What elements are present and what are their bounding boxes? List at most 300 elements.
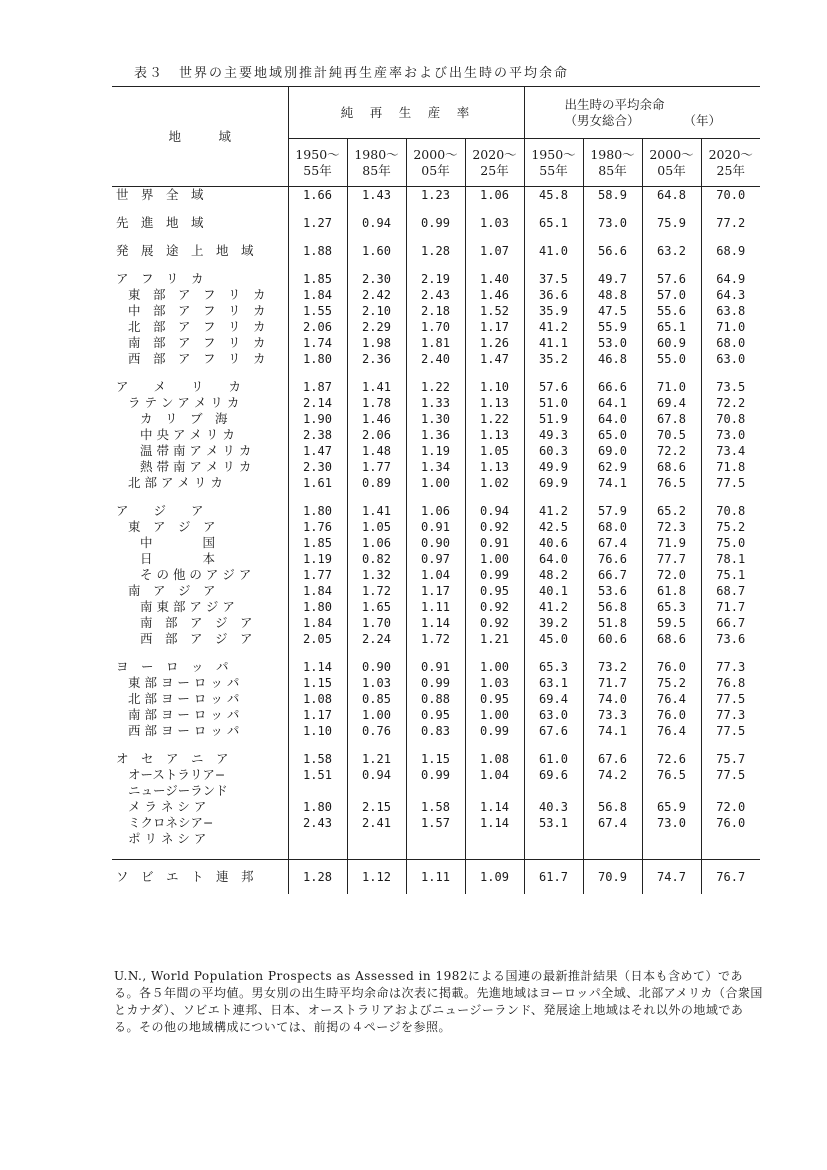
nrr-value: 1.11 [406, 599, 465, 615]
spacer-cell [465, 203, 524, 215]
spacer-cell [465, 739, 524, 751]
table-row [112, 599, 760, 615]
life-expectancy-value: 63.2 [642, 243, 701, 259]
life-expectancy-value: 69.4 [642, 395, 701, 411]
nrr-value: 1.40 [465, 271, 524, 287]
row-spacer [112, 739, 760, 751]
life-expectancy-value: 75.2 [701, 519, 760, 535]
nrr-value: 1.14 [465, 799, 524, 815]
nrr-value: 1.88 [288, 243, 347, 259]
table-row [112, 303, 760, 319]
nrr-value: 2.05 [288, 631, 347, 647]
spacer-cell [347, 259, 406, 271]
row-spacer [112, 847, 760, 860]
life-expectancy-value: 73.0 [701, 427, 760, 443]
life-expectancy-value: 73.6 [701, 631, 760, 647]
period-top: 1980〜 [354, 146, 399, 162]
spacer-cell [288, 203, 347, 215]
nrr-value: 1.07 [465, 243, 524, 259]
life-expectancy-value: 55.0 [642, 351, 701, 367]
life-expectancy-value: 53.0 [583, 335, 642, 351]
life-expectancy-value: 64.0 [524, 551, 583, 567]
spacer-cell [347, 367, 406, 379]
life-expectancy-value: 41.2 [524, 503, 583, 519]
spacer-cell [583, 847, 642, 860]
nrr-value: 2.18 [406, 303, 465, 319]
life-expectancy-value: 51.8 [583, 615, 642, 631]
spacer-cell [583, 203, 642, 215]
nrr-value: 1.80 [288, 503, 347, 519]
life-expectancy-value: 72.0 [642, 567, 701, 583]
spacer-cell [112, 491, 288, 503]
life-expectancy-value: 75.7 [701, 751, 760, 767]
nrr-value: 1.00 [406, 475, 465, 491]
life-expectancy-value: 67.8 [642, 411, 701, 427]
nrr-value: 2.43 [288, 815, 347, 831]
nrr-value [406, 831, 465, 847]
nrr-value: 1.65 [347, 599, 406, 615]
life-expectancy-value: 67.4 [583, 815, 642, 831]
life-expectancy-value: 67.6 [583, 751, 642, 767]
region-name: ソ ビ エ ト 連 邦 [112, 860, 288, 895]
spacer-cell [465, 259, 524, 271]
nrr-value: 0.90 [406, 535, 465, 551]
spacer-cell [701, 491, 760, 503]
life-expectancy-value: 60.6 [583, 631, 642, 647]
life-expectancy-value: 65.3 [524, 659, 583, 675]
life-expectancy-value: 69.9 [524, 475, 583, 491]
life-expectancy-value: 65.2 [642, 503, 701, 519]
region-name: 南 部 ア ジ ア [140, 615, 253, 630]
nrr-value: 1.21 [347, 751, 406, 767]
spacer-cell [347, 203, 406, 215]
spacer-cell [642, 647, 701, 659]
nrr-value: 1.15 [406, 751, 465, 767]
le-label-line1: 出生時の平均余命 [564, 96, 665, 112]
region-name: 温 帯 南 ア メ リ カ [140, 443, 252, 458]
region-name: 中 央 ア メ リ カ [140, 427, 235, 442]
region-name: そ の 他 の ア ジ ア [140, 567, 252, 582]
spacer-cell [406, 847, 465, 860]
life-expectancy-value: 72.6 [642, 751, 701, 767]
life-expectancy-value: 58.9 [583, 187, 642, 204]
table-row [112, 395, 760, 411]
table-row [112, 631, 760, 647]
table-row [112, 335, 760, 351]
life-expectancy-value [524, 831, 583, 847]
life-expectancy-value: 60.3 [524, 443, 583, 459]
nrr-value: 2.10 [347, 303, 406, 319]
spacer-cell [465, 847, 524, 860]
life-expectancy-value: 51.9 [524, 411, 583, 427]
region-name: 南 部 ヨ ー ロ ッ パ [128, 707, 240, 722]
nrr-value: 1.06 [406, 503, 465, 519]
footnote: U.N., World Population Prospects as Assessed in 1982による国連の最新推計結果（日本も含めて）である。各５年間の平均値。男女別の出生時平均余命は次表に掲載。先進地域はヨーロッパ全域、北部アメリカ（合衆国とカナダ）、ソビエト連邦、日本、オーストラリアおよびニュージーランド、発展途上地域はそれ以外の地域である。その他の地域構成については、前掲の４ページを参照。 [114, 969, 763, 1034]
nrr-value: 2.14 [288, 395, 347, 411]
region-header: 地 域 [112, 87, 288, 187]
life-expectancy-value: 64.1 [583, 395, 642, 411]
spacer-cell [642, 259, 701, 271]
nrr-value: 1.84 [288, 615, 347, 631]
table-row [112, 675, 760, 691]
row-spacer [112, 367, 760, 379]
nrr-value: 2.42 [347, 287, 406, 303]
life-expectancy-value: 77.5 [701, 691, 760, 707]
life-expectancy-value: 39.2 [524, 615, 583, 631]
nrr-value: 0.94 [465, 503, 524, 519]
nrr-group-header: 純 再 生 産 率 [288, 87, 524, 139]
nrr-value: 0.92 [465, 615, 524, 631]
nrr-value: 0.83 [406, 723, 465, 739]
life-expectancy-value: 74.1 [583, 723, 642, 739]
life-expectancy-value: 72.3 [642, 519, 701, 535]
nrr-value: 1.80 [288, 599, 347, 615]
spacer-cell [642, 367, 701, 379]
nrr-value: 1.87 [288, 379, 347, 395]
table-row [112, 319, 760, 335]
nrr-value: 1.80 [288, 351, 347, 367]
life-expectancy-value [642, 783, 701, 799]
spacer-cell [288, 367, 347, 379]
nrr-value: 0.95 [465, 691, 524, 707]
life-expectancy-value: 49.9 [524, 459, 583, 475]
life-expectancy-value: 67.6 [524, 723, 583, 739]
spacer-cell [642, 203, 701, 215]
life-expectancy-value: 73.3 [583, 707, 642, 723]
life-expectancy-value: 46.8 [583, 351, 642, 367]
life-expectancy-value: 68.9 [701, 243, 760, 259]
region-name: 南 ア ジ ア [128, 583, 216, 598]
nrr-value: 1.19 [406, 443, 465, 459]
spacer-cell [288, 259, 347, 271]
period-top: 2000〜 [649, 146, 694, 162]
spacer-cell [701, 739, 760, 751]
period-nrr-3 [406, 139, 465, 187]
life-expectancy-value: 49.7 [583, 271, 642, 287]
life-expectancy-value: 76.6 [583, 551, 642, 567]
nrr-value: 1.13 [465, 395, 524, 411]
spacer-cell [583, 367, 642, 379]
row-spacer [112, 203, 760, 215]
spacer-cell [465, 231, 524, 243]
nrr-value: 1.81 [406, 335, 465, 351]
table-row [112, 535, 760, 551]
region-name: 日 本 [140, 551, 216, 566]
table-row [112, 691, 760, 707]
period-bottom: 85年 [362, 162, 391, 178]
life-expectancy-value: 77.7 [642, 551, 701, 567]
region-name: 西 部 ヨ ー ロ ッ パ [128, 723, 240, 738]
region-name: 西 部 ア ジ ア [140, 631, 253, 646]
spacer-cell [524, 847, 583, 860]
nrr-value: 1.03 [465, 215, 524, 231]
nrr-value: 1.84 [288, 583, 347, 599]
life-expectancy-value: 72.2 [642, 443, 701, 459]
spacer-cell [112, 647, 288, 659]
life-expectancy-value: 70.8 [701, 411, 760, 427]
table-row [112, 351, 760, 367]
nrr-value: 1.28 [288, 860, 347, 895]
nrr-value: 1.00 [465, 551, 524, 567]
nrr-value: 0.97 [406, 551, 465, 567]
life-expectancy-value: 74.7 [642, 860, 701, 895]
nrr-value: 1.48 [347, 443, 406, 459]
region-name: 北 部 ヨ ー ロ ッ パ [128, 691, 240, 706]
nrr-value [347, 831, 406, 847]
spacer-cell [112, 847, 288, 860]
nrr-value: 1.05 [347, 519, 406, 535]
table-row [112, 427, 760, 443]
spacer-cell [583, 259, 642, 271]
table-row [112, 751, 760, 767]
region-name: 北 部 ア メ リ カ [128, 475, 223, 490]
nrr-value: 1.66 [288, 187, 347, 204]
life-expectancy-value: 48.8 [583, 287, 642, 303]
life-expectancy-value: 45.0 [524, 631, 583, 647]
life-expectancy-value: 71.8 [701, 459, 760, 475]
spacer-cell [465, 367, 524, 379]
nrr-value: 1.12 [347, 860, 406, 895]
life-expectancy-value: 68.0 [583, 519, 642, 535]
life-expectancy-value: 61.7 [524, 860, 583, 895]
life-expectancy-value: 48.2 [524, 567, 583, 583]
region-name: 中 国 [140, 535, 216, 550]
region-name: ミクロネシア− [128, 815, 214, 830]
nrr-value: 1.98 [347, 335, 406, 351]
region-name: 先 進 地 域 [116, 215, 204, 230]
nrr-value: 1.00 [465, 707, 524, 723]
nrr-value: 0.91 [406, 659, 465, 675]
nrr-value: 0.92 [465, 519, 524, 535]
life-expectancy-value: 57.9 [583, 503, 642, 519]
nrr-value: 2.15 [347, 799, 406, 815]
nrr-value: 2.41 [347, 815, 406, 831]
spacer-cell [642, 231, 701, 243]
period-bottom: 25年 [716, 162, 745, 178]
nrr-value: 1.72 [347, 583, 406, 599]
nrr-value: 2.30 [347, 271, 406, 287]
life-expectancy-value: 78.1 [701, 551, 760, 567]
life-expectancy-value: 68.6 [642, 631, 701, 647]
nrr-value: 1.33 [406, 395, 465, 411]
life-expectancy-value: 68.7 [701, 583, 760, 599]
spacer-cell [112, 367, 288, 379]
spacer-cell [347, 847, 406, 860]
nrr-value: 1.14 [288, 659, 347, 675]
life-expectancy-value: 66.6 [583, 379, 642, 395]
table-row [112, 287, 760, 303]
spacer-cell [347, 491, 406, 503]
spacer-cell [701, 367, 760, 379]
nrr-value [465, 831, 524, 847]
life-expectancy-value: 76.4 [642, 723, 701, 739]
spacer-cell [583, 647, 642, 659]
table-row [112, 567, 760, 583]
nrr-value: 1.30 [406, 411, 465, 427]
life-expectancy-value: 63.0 [701, 351, 760, 367]
nrr-value: 1.00 [347, 707, 406, 723]
nrr-value: 1.84 [288, 287, 347, 303]
nrr-value: 1.09 [465, 860, 524, 895]
nrr-value: 1.14 [465, 815, 524, 831]
life-expectancy-value: 57.0 [642, 287, 701, 303]
spacer-cell [701, 647, 760, 659]
nrr-value: 1.70 [406, 319, 465, 335]
nrr-value: 2.19 [406, 271, 465, 287]
spacer-cell [406, 739, 465, 751]
nrr-value: 1.47 [288, 443, 347, 459]
nrr-value: 1.28 [406, 243, 465, 259]
nrr-value [347, 783, 406, 799]
table-row [112, 831, 760, 847]
spacer-cell [701, 203, 760, 215]
nrr-value: 1.36 [406, 427, 465, 443]
nrr-value: 1.76 [288, 519, 347, 535]
life-expectancy-value: 73.2 [583, 659, 642, 675]
nrr-value: 0.95 [406, 707, 465, 723]
life-expectancy-value: 70.0 [701, 187, 760, 204]
nrr-value: 1.02 [465, 475, 524, 491]
table-row [112, 379, 760, 395]
life-expectancy-value: 74.0 [583, 691, 642, 707]
nrr-value: 0.95 [465, 583, 524, 599]
spacer-cell [524, 739, 583, 751]
life-expectancy-value: 69.6 [524, 767, 583, 783]
nrr-value: 1.46 [465, 287, 524, 303]
period-bottom: 25年 [480, 162, 509, 178]
region-name: ア フ リ カ [116, 271, 204, 286]
spacer-cell [288, 847, 347, 860]
nrr-value: 1.05 [465, 443, 524, 459]
life-expectancy-value: 71.0 [701, 319, 760, 335]
life-expectancy-value: 75.1 [701, 567, 760, 583]
nrr-value: 1.46 [347, 411, 406, 427]
nrr-value: 1.06 [347, 535, 406, 551]
row-spacer [112, 259, 760, 271]
nrr-value: 1.14 [406, 615, 465, 631]
life-expectancy-value: 65.3 [642, 599, 701, 615]
life-expectancy-value: 35.2 [524, 351, 583, 367]
le-unit: （年） [683, 112, 722, 128]
spacer-cell [524, 647, 583, 659]
nrr-value: 1.10 [465, 379, 524, 395]
life-expectancy-value: 65.0 [583, 427, 642, 443]
nrr-value: 0.90 [347, 659, 406, 675]
nrr-value: 1.23 [406, 187, 465, 204]
life-expectancy-value: 77.5 [701, 475, 760, 491]
nrr-value: 1.70 [347, 615, 406, 631]
life-expectancy-value: 77.3 [701, 707, 760, 723]
life-expectancy-value: 75.2 [642, 675, 701, 691]
spacer-cell [406, 367, 465, 379]
life-expectancy-value: 45.8 [524, 187, 583, 204]
life-expectancy-value: 40.6 [524, 535, 583, 551]
region-name: 南 東 部 ア ジ ア [140, 599, 235, 614]
period-top: 2000〜 [413, 146, 458, 162]
region-name: 東 部 ア フ リ カ [128, 287, 266, 302]
life-expectancy-value: 64.0 [583, 411, 642, 427]
spacer-cell [524, 231, 583, 243]
spacer-cell [642, 739, 701, 751]
table-row [112, 187, 760, 204]
region-name: 東 ア ジ ア [128, 519, 216, 534]
nrr-value: 1.21 [465, 631, 524, 647]
life-expectancy-value [642, 831, 701, 847]
nrr-value: 0.99 [406, 215, 465, 231]
life-expectancy-value: 75.0 [701, 535, 760, 551]
nrr-value: 1.04 [465, 767, 524, 783]
spacer-cell [406, 203, 465, 215]
nrr-value: 1.19 [288, 551, 347, 567]
life-expectancy-value: 61.8 [642, 583, 701, 599]
nrr-value: 1.57 [406, 815, 465, 831]
life-expectancy-value: 76.8 [701, 675, 760, 691]
nrr-value [288, 783, 347, 799]
nrr-value: 1.17 [406, 583, 465, 599]
life-expectancy-value: 71.0 [642, 379, 701, 395]
life-expectancy-value: 77.5 [701, 767, 760, 783]
nrr-value: 1.77 [288, 567, 347, 583]
life-expectancy-value: 71.7 [583, 675, 642, 691]
life-expectancy-value: 55.9 [583, 319, 642, 335]
region-name: 世 界 全 域 [116, 187, 204, 202]
life-expectancy-value: 69.0 [583, 443, 642, 459]
nrr-value: 0.94 [347, 215, 406, 231]
region-name: ア メ リ カ [116, 379, 242, 394]
life-expectancy-value: 75.9 [642, 215, 701, 231]
period-nrr-1 [288, 139, 347, 187]
life-expectancy-value: 59.5 [642, 615, 701, 631]
life-expectancy-value: 76.0 [642, 707, 701, 723]
nrr-value: 0.88 [406, 691, 465, 707]
life-expectancy-value: 56.8 [583, 799, 642, 815]
table-row [112, 815, 760, 831]
life-expectancy-value: 70.5 [642, 427, 701, 443]
table-row [112, 271, 760, 287]
le-group-header [524, 87, 760, 139]
spacer-cell [112, 259, 288, 271]
life-expectancy-value: 65.1 [642, 319, 701, 335]
life-expectancy-value: 53.1 [524, 815, 583, 831]
life-expectancy-value: 65.1 [524, 215, 583, 231]
region-name: オーストラリア− [128, 767, 226, 782]
table-header [112, 87, 760, 187]
table-row [112, 243, 760, 259]
region-name: 南 部 ア フ リ カ [128, 335, 266, 350]
life-expectancy-value: 74.2 [583, 767, 642, 783]
life-expectancy-value: 76.5 [642, 475, 701, 491]
spacer-cell [701, 231, 760, 243]
table-row [112, 860, 760, 895]
spacer-cell [642, 491, 701, 503]
table-row [112, 503, 760, 519]
spacer-cell [288, 491, 347, 503]
spacer-cell [642, 847, 701, 860]
nrr-value: 1.26 [465, 335, 524, 351]
nrr-value: 1.22 [406, 379, 465, 395]
life-expectancy-value: 76.0 [701, 815, 760, 831]
region-name: ヨ ー ロ ッ パ [116, 659, 229, 674]
nrr-value: 1.04 [406, 567, 465, 583]
life-expectancy-value [583, 831, 642, 847]
spacer-cell [288, 739, 347, 751]
period-le-1 [524, 139, 583, 187]
life-expectancy-value: 35.9 [524, 303, 583, 319]
nrr-value: 1.77 [347, 459, 406, 475]
nrr-value: 2.36 [347, 351, 406, 367]
nrr-value: 0.99 [406, 767, 465, 783]
nrr-value [406, 783, 465, 799]
